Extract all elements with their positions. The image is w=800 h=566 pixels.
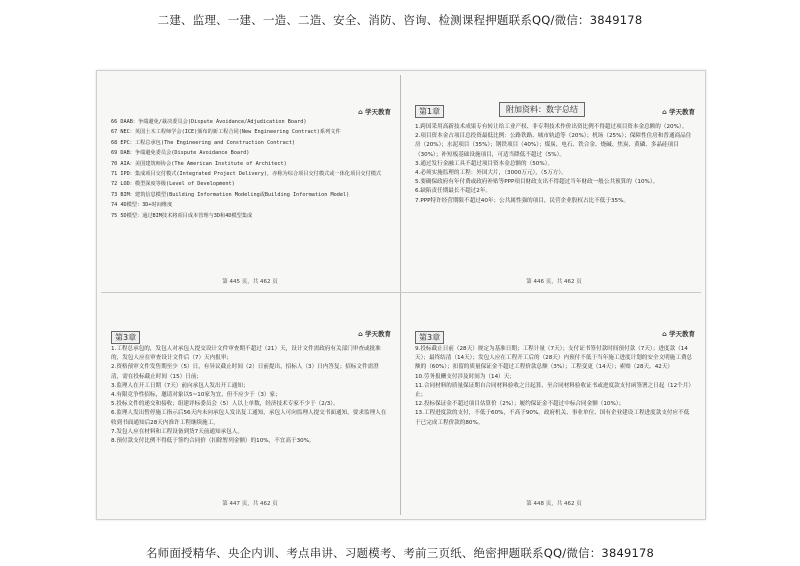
panel-list — [415, 123, 693, 206]
list-item: 12.投标保证金不超过项目估算价（2%）；履约保证金不超过中标合同金额（10%）； — [415, 401, 625, 408]
list-item: 5.投标文件的递交和接收；组建评标委员会（5）人以上单数，经济技术专家不少于（2/3）。 — [111, 401, 339, 408]
page-number: 第 448 页，共 462 页 — [526, 501, 582, 507]
list-item: 70 AIA：美国建筑师协会(The American Institute of Architect) — [111, 160, 287, 167]
list-item: 67 NEC：英国土木工程师学会(ICE)颁布的新工程合同(New Engineering Contract)系列文件 — [111, 129, 341, 136]
list-item: 5.要确保政府有年付费或政府补贴等PPP项目财政支出不得超过当年财政一般公共预算的（10%）。 — [415, 179, 659, 186]
panel-list — [415, 345, 693, 428]
list-item: 2.资格预审文件发售期至少（5）日，有异议截止时间（2）日前提出，招标人（3）日内答复；招标文件需澄清，需在投标截止时间（15）日前； — [111, 364, 379, 380]
panel-list — [111, 117, 389, 221]
list-item: 4.必须实施监理的工程：外国大片，（3000万元），（5万方）。 — [415, 170, 567, 177]
scanned-sheet — [96, 70, 706, 520]
list-item: 72 LOD：模型深度等级(Level of Development) — [111, 181, 235, 188]
chapter-tag: 第1章 — [415, 105, 444, 118]
list-item: 6.缺陷责任期最长不超过2年。 — [415, 188, 492, 195]
list-item: 71 IPD：集成项目交付模式(Integrated Project Delivery)，亦称为综合项目交付模式或一体化项目交付模式 — [111, 171, 382, 178]
page-number: 第 447 页，共 462 页 — [222, 501, 278, 507]
list-item: 6.监理人发出暂停施工指示后56天内未向承包人发出复工通知，承包人可向监理人提交书面通知，要求监理人在收到书面通知后28天内准许工程继续施工。 — [111, 410, 387, 426]
list-item: 4.有限竞争性招标，邀请对象以5~10家为宜，但不应少于（3）家； — [111, 392, 281, 399]
brand-logo: ⌂ 学天教育 — [358, 329, 391, 338]
list-item: 10.劳务报酬支付涉及时间为（14）天； — [415, 373, 515, 380]
chapter-tag: 第3章 — [111, 331, 140, 344]
list-item: 68 EPC：工程总承包(The Engineering and Construction Contract) — [111, 139, 296, 146]
list-item: 73 BIM：建筑信息模型(Building Information Modeling或Building Information Model) — [111, 191, 350, 198]
panel-page-445 — [105, 77, 395, 289]
list-item: 69 DAB：争端避免委员会(Dispute Avoidance Board) — [111, 150, 250, 157]
panel-page-447 — [105, 299, 395, 511]
list-item: 75 5D模型：通过BIM技术将项目成本管理与3D和4D模型集成 — [111, 212, 253, 219]
appendix-tag: 附加资料：数字总结 — [499, 102, 585, 117]
list-item: 3.监理人在开工日期（7天）前向承包人发出开工通知； — [111, 382, 249, 389]
page-header: 二建、监理、一建、一造、二造、安全、消防、咨询、检测课程押题联系QQ/微信：3849178 — [157, 13, 643, 27]
list-item: 1.工程总承包的，发包人对承包人提交设计文件审查期不超过（21）天，设计文件需政府有关部门审查或批准的，发包人应在审查设计文件后（7）天内报审； — [111, 346, 381, 362]
list-item: 11.合同材料的质量保证期自合同材料验收之日起算，至合同材料验收证书或进度款支付函签署之日起（12个月）止； — [415, 382, 692, 399]
list-item: 3.通过发行金融工具不超过项目资本金总额的（50%）。 — [415, 160, 554, 167]
middle-divider — [101, 292, 701, 293]
list-item: 66 DAAB：争端避免/裁决委员会(Dispute Avoidance/Adjudication Board) — [111, 119, 307, 125]
list-item: 1.跨国采用高新技术成果专有转让给工业产权、非专利技术作价出资比例不得超过项目资本金总额的（20%）。 — [415, 124, 688, 130]
brand-logo: ⌂ 学天教育 — [358, 107, 391, 116]
list-item: 13.工程进度款的支付，不低于60%，不高于90%。政府机关、事业单位、国有企业建设工程进度款支付应不低于已完成工程价款的80%。 — [415, 410, 690, 426]
panel-page-448 — [409, 299, 699, 511]
brand-logo: ⌂ 学天教育 — [662, 107, 695, 116]
brand-logo: ⌂ 学天教育 — [662, 329, 695, 338]
list-item: 2.项目资本金占项目总投资最低比例：公路铁路、城市轨道等（20%）；机场（25%）；保障性住房和普通商品住房（20%）；水泥项目（35%）；钢铁项目（40%）；煤炭、电石、铁合金、烧碱、焦炭、黄磷、多晶硅项目（30%）；补短板基础设施项目，可适当降低不超过（5%）。 — [415, 133, 692, 158]
panel-list — [111, 345, 389, 446]
list-item: 7.发包人应在材料和工程设备到货7天前通知承包人。 — [111, 428, 243, 435]
page-footer: 名师面授精华、央企内训、考点串讲、习题模考、考前三页纸、绝密押题联系QQ/微信：3849178 — [145, 546, 655, 560]
center-divider — [400, 75, 401, 515]
list-item: 9.投标截止日前（28天）规定为基准日期；工程计量（7天）；支付证书签付款时间预付款（7天）；进度款（14天）；最终结清（14天）；发包人应在工程开工后的（28天）内预付不低于当年施工进度计划的安全文明施工费总额的（60%）；扣留的质量保证金不超过工程价款总额（3%）；工程变更（14天）；索赔（28天、42天） — [415, 346, 693, 371]
list-item: 7.PPP特许经营期限不超过40年；公共属性强的项目，民营企业股权占比不低于35%。 — [415, 197, 630, 204]
list-item: 8.预付款支付比例不得低于签约合同价（扣除暂列金额）的10%，不宜高于30%。 — [111, 438, 315, 445]
list-item: 74 4D模型：3D+时间维度 — [111, 202, 173, 209]
page-number: 第 446 页，共 462 页 — [526, 279, 582, 285]
panel-page-446 — [409, 77, 699, 289]
page-number: 第 445 页，共 462 页 — [222, 279, 278, 285]
chapter-tag: 第3章 — [415, 331, 444, 344]
